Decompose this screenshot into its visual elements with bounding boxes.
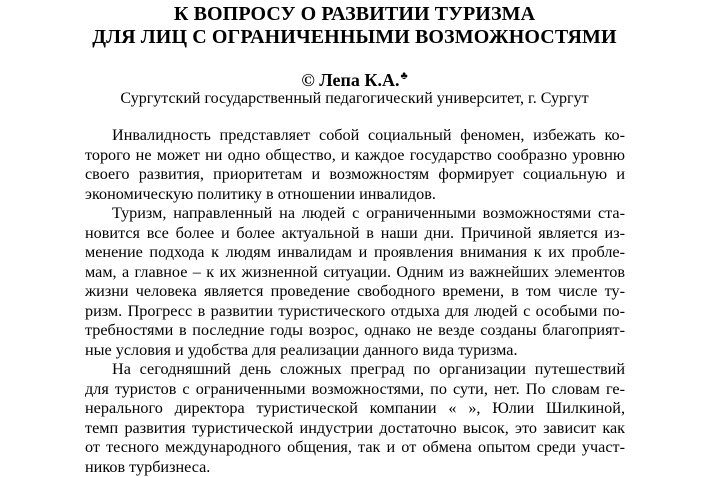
article-title-line-1: К ВОПРОСУ О РАЗВИТИИ ТУРИЗМА xyxy=(0,2,709,26)
body-line: Инвалидность представляет собой социальный феномен, избежать ко- xyxy=(85,126,625,146)
body-line: темп развития туристической индустрии достаточно высок, это зависит как xyxy=(85,419,625,439)
body-line: экономическую политику в отношении инвалидов. xyxy=(85,185,625,205)
author-name: © Лепа К.А. xyxy=(301,70,399,90)
author-affiliation: Сургутский государственный педагогический университет, г. Сургут xyxy=(0,89,709,109)
author-footnote-mark: ♣ xyxy=(400,70,407,82)
body-line: требностями в последние годы возрос, однако не везде созданы благоприят- xyxy=(85,321,625,341)
body-line: ные условия и удобства для реализации данного вида туризма. xyxy=(85,341,625,361)
body-line: для туристов с ограниченными возможностями, по сути, нет. По словам ге- xyxy=(85,380,625,400)
body-line: ризм. Прогресс в развитии туристического отдыха для людей с особыми по- xyxy=(85,302,625,322)
body-line: торого не может ни одно общество, и каждое государство сообразно уровню xyxy=(85,146,625,166)
author-line xyxy=(0,64,709,92)
body-line: мам, а главное – к их жизненной ситуации. Одним из важнейших элементов xyxy=(85,263,625,283)
body-line: нерального директора туристической компании « », Юлии Шилкиной, xyxy=(85,399,625,419)
body-line: жизни человека является проведение свободного времени, в том числе ту- xyxy=(85,282,625,302)
article-title-line-2: ДЛЯ ЛИЦ С ОГРАНИЧЕННЫМИ ВОЗМОЖНОСТЯМИ xyxy=(0,25,709,49)
body-line: менение подхода к людям инвалидам и проявления внимания к их пробле- xyxy=(85,243,625,263)
body-line: своего развития, приоритетам и возможностям формирует социальную и xyxy=(85,165,625,185)
body-line: новится все более и более актуальной в наши дни. Причиной является из- xyxy=(85,224,625,244)
article-body xyxy=(85,126,625,477)
body-line: ников турбизнеса. xyxy=(85,458,625,477)
body-line: На сегодняшний день сложных преград по организации путешествий xyxy=(85,360,625,380)
body-line: Туризм, направленный на людей с ограниченными возможностями ста- xyxy=(85,204,625,224)
body-line: от тесного международного общения, так и от обмена опытом среди участ- xyxy=(85,438,625,458)
